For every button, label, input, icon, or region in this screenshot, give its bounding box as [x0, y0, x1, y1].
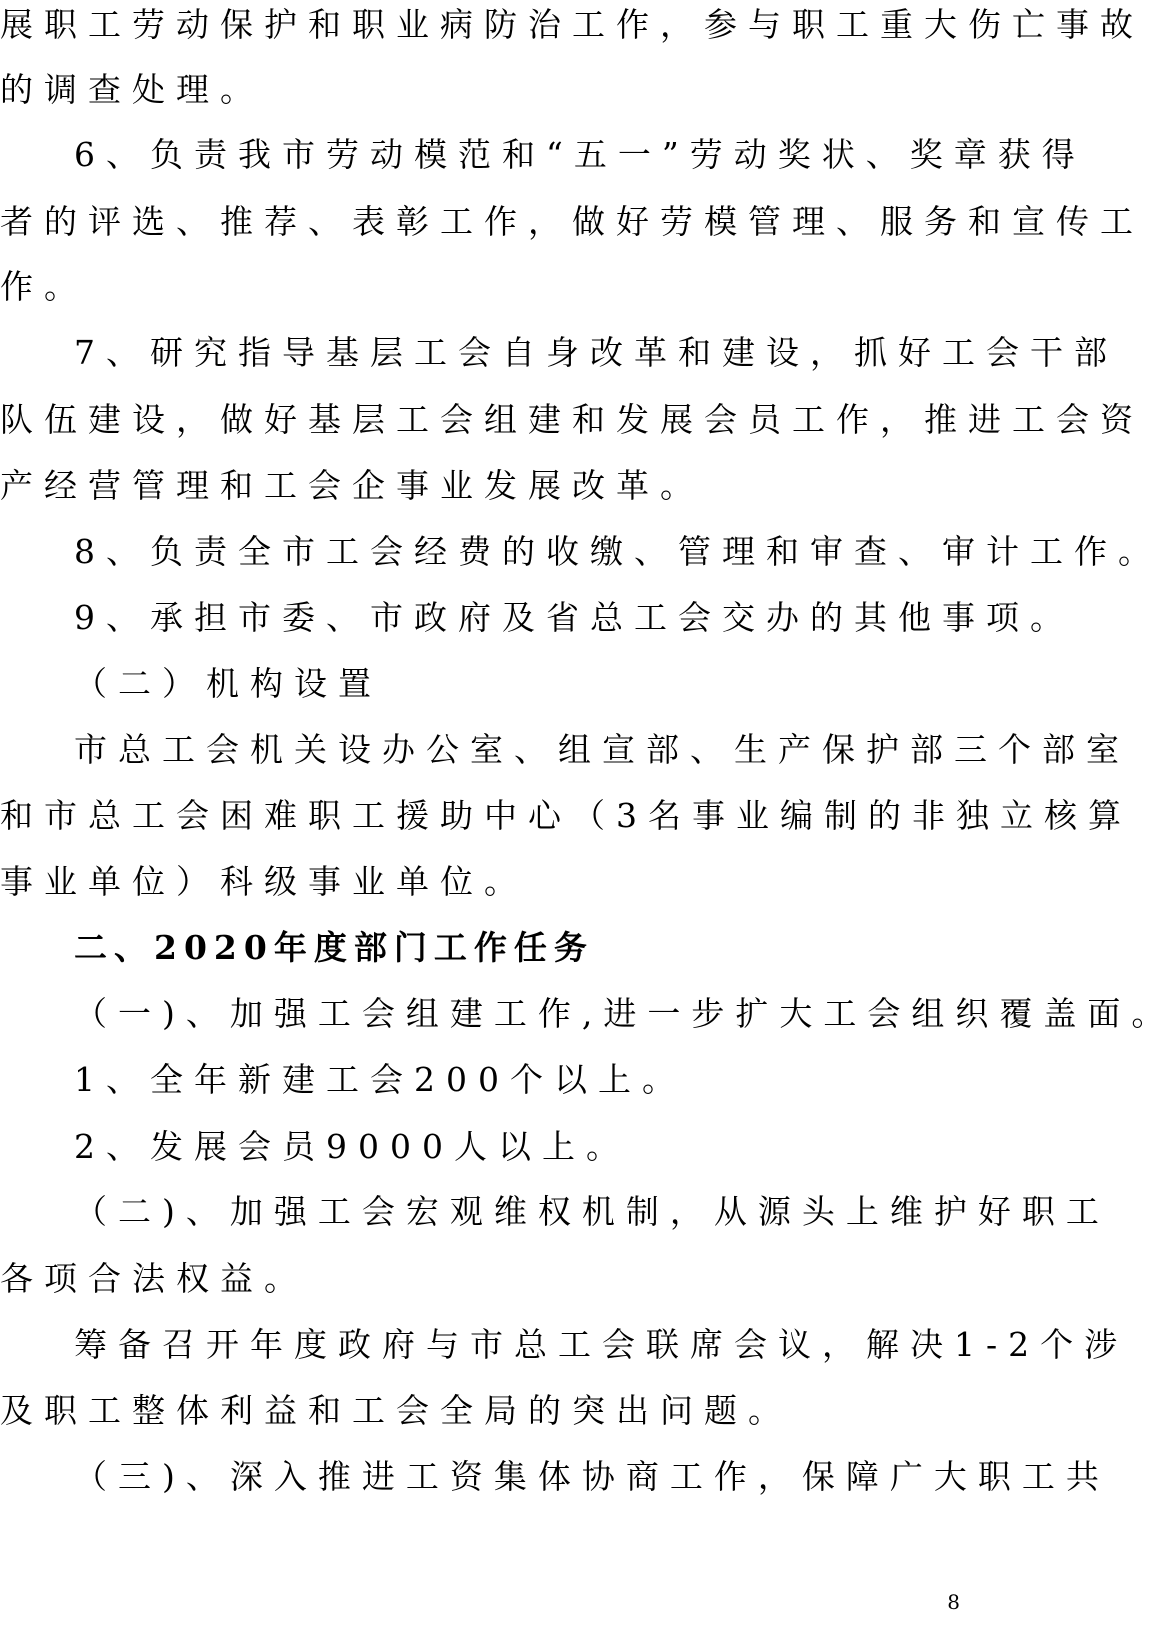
text-line-2: 的调查处理。 [0, 70, 264, 109]
section-heading-tasks: 二、2020年度部门工作任务 [74, 928, 594, 967]
text-line-4: 者的评选、推荐、表彰工作，做好劳模管理、服务和宣传工 [0, 202, 1144, 241]
text-line-17: 1、全年新建工会200个以上。 [74, 1060, 686, 1099]
text-line-1: 展职工劳动保护和职业病防治工作，参与职工重大伤亡事故 [0, 5, 1144, 44]
text-line-20: 各项合法权益。 [0, 1259, 308, 1298]
text-line-23: （三)、深入推进工资集体协商工作，保障广大职工共 [74, 1457, 1110, 1496]
page-number: 8 [947, 1590, 960, 1614]
text-line-6: 7、研究指导基层工会自身改革和建设，抓好工会干部 [74, 333, 1118, 372]
text-line-22: 及职工整体利益和工会全局的突出问题。 [0, 1391, 792, 1430]
text-line-19: （二)、加强工会宏观维权机制，从源头上维护好职工 [74, 1192, 1110, 1231]
text-line-8: 产经营管理和工会企事业发展改革。 [0, 466, 704, 505]
text-line-7: 队伍建设，做好基层工会组建和发展会员工作，推进工会资 [0, 400, 1144, 439]
text-line-5: 作。 [0, 267, 88, 306]
section-heading-org: （二）机构设置 [74, 664, 382, 703]
text-line-10: 9、承担市委、市政府及省总工会交办的其他事项。 [74, 598, 1074, 637]
text-line-16: （一)、加强工会组建工作,进一步扩大工会组织覆盖面。 [74, 994, 1175, 1033]
text-line-3: 6、负责我市劳动模范和“五一”劳动奖状、奖章获得 [74, 135, 1086, 174]
text-line-13: 和市总工会困难职工援助中心（3名事业编制的非独立核算 [0, 796, 1132, 835]
text-line-9: 8、负责全市工会经费的收缴、管理和审查、审计工作。 [74, 532, 1162, 571]
text-line-12: 市总工会机关设办公室、组宣部、生产保护部三个部室 [74, 730, 1130, 769]
text-line-18: 2、发展会员9000人以上。 [74, 1127, 630, 1166]
text-line-21: 筹备召开年度政府与市总工会联席会议，解决1-2个涉 [74, 1325, 1129, 1364]
text-line-14: 事业单位）科级事业单位。 [0, 862, 528, 901]
